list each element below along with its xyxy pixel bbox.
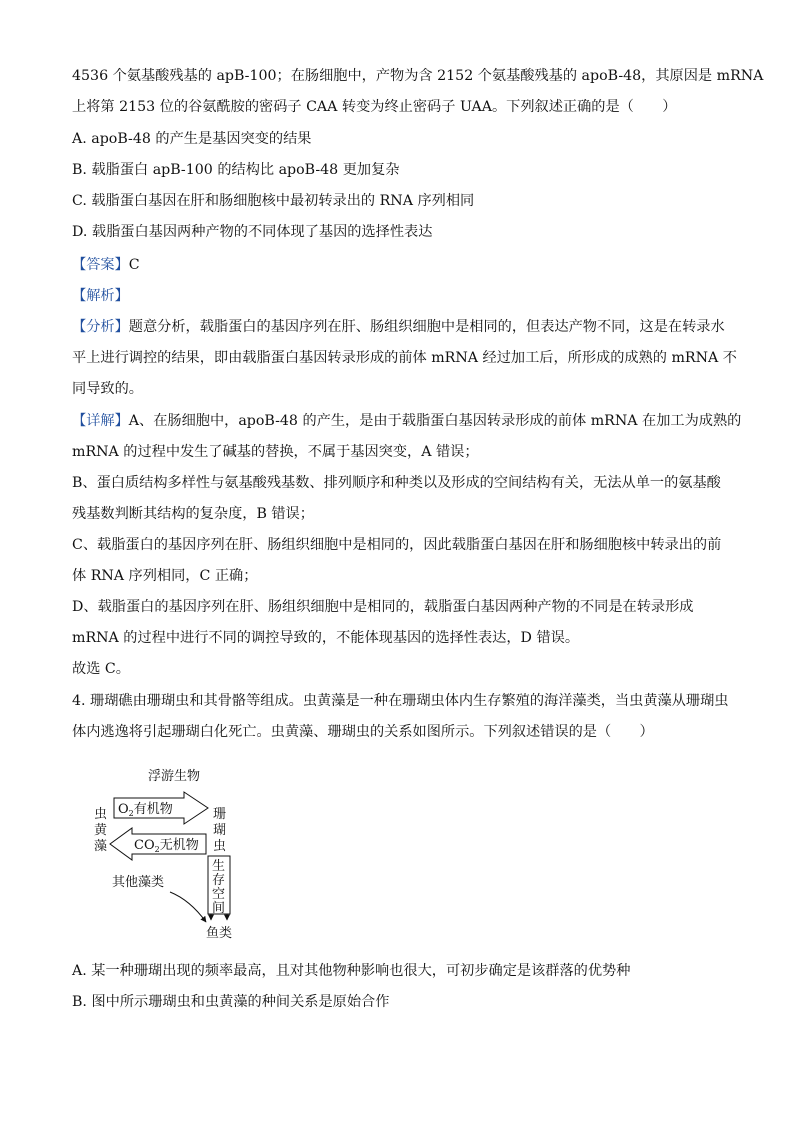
xiangjie-text: 故选 C。	[72, 661, 130, 677]
question-4-text: 体内逃逸将引起珊瑚白化死亡。虫黄藻、珊瑚虫的关系如图所示。下列叙述错误的是（ ）	[72, 724, 654, 740]
xiangjie-text: mRNA 的过程中发生了碱基的替换，不属于基因突变，A 错误；	[72, 444, 479, 460]
fenxi-text: 平上进行调控的结果，即由载脂蛋白基因转录形成的前体 mRNA 经过加工后，所形成的成熟的 mRNA 不	[72, 350, 737, 366]
o2-label: $O_2$有机物	[118, 802, 173, 818]
living-space-char-4: 间	[212, 901, 226, 916]
analysis-tag: 【解析】	[72, 288, 129, 304]
fenxi-text: 同导致的。	[72, 381, 143, 397]
fenxi-text: 题意分析，载脂蛋白的基因序列在肝、肠组织细胞中是相同的，但表达产物不同，这是在转录水	[128, 319, 725, 335]
question-text-line: 4536 个氨基酸残基的 apB-100；在肠细胞中，产物为含 2152 个氨基酸残基的 apoB-48，其原因是 mRNA	[72, 68, 764, 84]
fish-label: 鱼类	[206, 926, 233, 941]
fenxi-tag: 【分析】	[72, 319, 129, 335]
option-b: B. 载脂蛋白 apB-100 的结构比 apoB-48 更加复杂	[72, 162, 400, 178]
answer-tag: 【答案】	[72, 257, 129, 273]
question-4-text: 4. 珊瑚礁由珊瑚虫和其骨骼等组成。虫黄藻是一种在珊瑚虫体内生存繁殖的海洋藻类，当虫黄藻从珊瑚虫	[72, 693, 729, 709]
living-space-char-1: 生	[212, 859, 226, 874]
symbiosis-diagram	[86, 762, 256, 942]
xiangjie-text: mRNA 的过程中进行不同的调控导致的，不能体现基因的选择性表达，D 错误。	[72, 630, 580, 646]
xiangjie-text: A、在肠细胞中，apoB-48 的产生，是由于载脂蛋白基因转录形成的前体 mRNA 在加工为成熟的	[128, 413, 742, 429]
answer-value: C	[128, 257, 140, 273]
living-space-char-3: 空	[212, 887, 226, 902]
question-text-line: 上将第 2153 位的谷氨酰胺的密码子 CAA 转变为终止密码子 UAA。下列叙述正确的是（ ）	[72, 99, 677, 115]
zooxanthellae-label-3: 藻	[94, 839, 108, 854]
xiangjie-text: C、载脂蛋白的基因序列在肝、肠组织细胞中是相同的，因此载脂蛋白基因在肝和肠细胞核中转录出的前	[72, 537, 722, 553]
q4-option-a: A. 某一种珊瑚出现的频率最高，且对其他物种影响也很大，可初步确定是该群落的优势种	[72, 963, 631, 979]
fenxi-line	[72, 317, 725, 337]
coral-label-1: 珊	[213, 807, 227, 822]
xiangjie-line	[72, 411, 741, 431]
q4-option-b: B. 图中所示珊瑚虫和虫黄藻的种间关系是原始合作	[72, 994, 390, 1010]
xiangjie-tag: 【详解】	[72, 413, 129, 429]
xiangjie-text: B、蛋白质结构多样性与氨基酸残基数、排列顺序和种类以及形成的空间结构有关，无法从单一的氨基酸	[72, 475, 721, 491]
coral-label-2: 瑚	[213, 823, 227, 838]
xiangjie-text: 残基数判断其结构的复杂度，B 错误；	[72, 506, 314, 522]
option-c: C. 载脂蛋白基因在肝和肠细胞核中最初转录出的 RNA 序列相同	[72, 193, 475, 209]
answer-line	[72, 255, 140, 275]
co2-label: $CO_2$无机物	[134, 838, 199, 854]
other-algae-label: 其他藻类	[112, 875, 165, 890]
coral-label-3: 虫	[213, 839, 227, 854]
analysis-heading	[72, 286, 129, 306]
option-d: D. 载脂蛋白基因两种产物的不同体现了基因的选择性表达	[72, 224, 433, 240]
option-a: A. apoB-48 的产生是基因突变的结果	[72, 131, 312, 147]
living-space-char-2: 存	[212, 873, 226, 888]
zooxanthellae-label-2: 黄	[94, 823, 108, 838]
plankton-label: 浮游生物	[148, 769, 201, 784]
xiangjie-text: D、载脂蛋白的基因序列在肝、肠组织细胞中是相同的，载脂蛋白基因两种产物的不同是在转录形成	[72, 599, 694, 615]
zooxanthellae-label-1: 虫	[94, 807, 108, 822]
algae-to-fish-arrow	[170, 892, 206, 922]
xiangjie-text: 体 RNA 序列相同，C 正确；	[72, 568, 258, 584]
